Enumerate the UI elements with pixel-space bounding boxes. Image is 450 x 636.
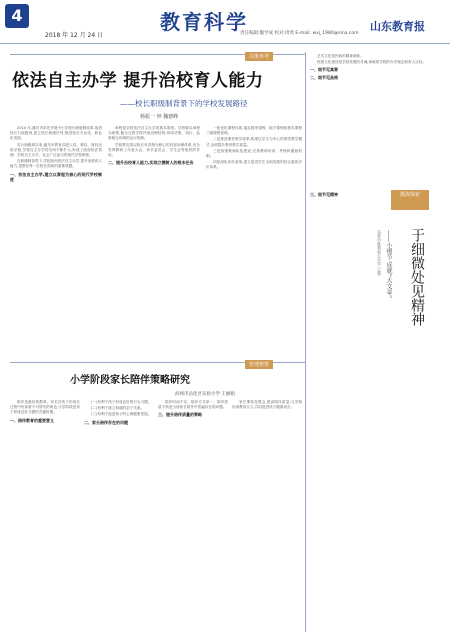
- paragraph: 家长要转变观念,提高陪伴质量,与学校形成教育合力,共同促进孩子健康成长。: [232, 400, 302, 410]
- section-heading: 二、细节见品格: [310, 74, 338, 80]
- lead-column-2: [108, 126, 200, 358]
- paragraph: 在职级制背景下,学校如何依法自主办学,提升治校育人能力,是摆在每一位校长面前的重要课题。: [10, 159, 102, 169]
- feature-byline: 东营市胜利第五中学 王强: [377, 230, 382, 276]
- paragraph: 三是加强教师队伍建设,完善教师培训、考核和激励机制。: [206, 148, 302, 159]
- section-heading: 二、提升治校育人能力,实现立德树人的根本任务: [108, 160, 194, 166]
- page-header: [0, 0, 450, 44]
- paragraph: (二)有利于建立和谐的亲子关系。: [91, 406, 145, 411]
- paragraph: 校园文化建设是学校发展的灵魂,承载着学校的办学理念和育人目标。: [317, 60, 426, 65]
- section-title: 教育科学: [160, 10, 248, 34]
- paragraph: 实行职级制以来,潍坊市教育局把人权、事权、财权还给学校,学校自主办学的空间不断扩大,形成了政府依法管理、学校自主办学、社会广泛参与的现代学校制度。: [10, 142, 102, 158]
- lower-column-1: [10, 400, 80, 630]
- lead-byline: 杨振一 钟 魏德峰: [140, 114, 179, 120]
- paragraph: 四是深化评价改革,建立促进学生全面发展的综合素质评价体系。: [206, 160, 302, 170]
- lower-byline: 滨州市沾化区实验小学 王丽娟: [175, 392, 235, 397]
- lower-section-tag: 管理智慧: [245, 360, 273, 369]
- paragraph: (三)有利于促进孩子的心理健康发展。: [91, 412, 152, 417]
- page-number: 4: [5, 4, 29, 28]
- section-heading: 一、细节见真章: [310, 67, 338, 73]
- feature-headline: 于细微处见精神: [409, 228, 425, 326]
- lower-column-3: [158, 400, 228, 630]
- section-heading: 一、陪伴教育的重要意义: [10, 417, 54, 423]
- lower-column-4: [232, 400, 302, 630]
- paragraph: 陪伴是最好的教育。家长在孩子的成长过程中扮演着不可替代的角色,小学阶段是孩子养成良好习惯的关键时期。: [10, 400, 80, 415]
- feature-subheadline: ——小细节 成就“大文章”: [385, 230, 392, 299]
- paragraph: 一是优化课程体系,落实国家课程、地方课程和校本课程三级课程管理。: [206, 126, 302, 136]
- lead-column-3: [206, 126, 302, 358]
- paragraph: 2014 年,潍坊市率先开展中小学校长职级制改革,取消校长行政级别,建立校长职级序列,推进校长专业化、职业化发展。: [10, 126, 102, 141]
- column-divider: [305, 52, 306, 632]
- newspaper-masthead: 山东教育报: [370, 20, 425, 33]
- section-heading: 三、提升陪伴质量的策略: [158, 412, 202, 418]
- issue-date: 2018 年 12 月 24 日: [45, 32, 104, 39]
- paragraph: 学校要完善以校长负责制为核心的内部治理体系,充分发挥教职工代表大会、家长委员会、学生会等组织的作用。: [108, 142, 200, 158]
- lead-subheadline: ——校长职级制背景下的学校发展路径: [120, 99, 248, 108]
- lead-section-tag: 决策参考: [245, 52, 273, 61]
- feature-section-tag: 教海探索: [391, 190, 429, 210]
- editor-contact: 责任编辑:魏学成 校对:周鸾 E-mail: wxj_1980@sina.com: [240, 31, 359, 36]
- section-heading: 三、细节见精神: [310, 192, 338, 197]
- lead-headline: 依法自主办学 提升治校育人能力: [12, 71, 264, 91]
- lower-headline: 小学阶段家长陪伴策略研究: [70, 375, 190, 386]
- paragraph: 二是推进课堂教学改革,构建以学生为中心的课堂教学模式,全面提升教育教学质量。: [206, 137, 302, 147]
- paragraph: (一)有利于孩子形成良好的行为习惯。: [91, 400, 152, 404]
- lead-column-1: [10, 126, 102, 358]
- section-heading: 一、依法自主办学,建立以章程为核心的现代学校制度: [10, 171, 102, 182]
- paragraph: 陪伴时间不足、陪伴方式单一、陪伴质量不高是当前家长陪伴中普遍存在的问题。: [158, 400, 228, 410]
- lower-column-2: [84, 400, 154, 630]
- section-heading: 二、家长陪伴存在的问题: [84, 419, 128, 425]
- paragraph: 章程是学校依法自主办学的基本准则。学校要以章程为统领,健全完善学校内部治理结构,形成决策、执行、监督相互协调的运行机制。: [108, 126, 200, 141]
- paragraph: 艺术文化是民族的精神命脉。: [317, 54, 364, 58]
- sidebar-top-text: [310, 54, 446, 184]
- sidebar-left-column: [310, 190, 370, 630]
